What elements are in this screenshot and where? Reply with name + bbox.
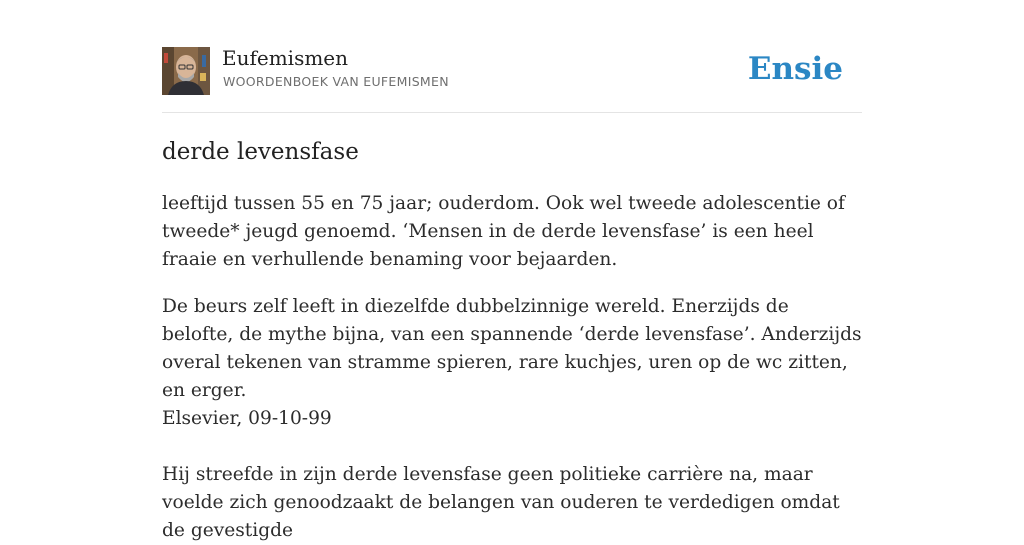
site-subtitle: WOORDENBOEK VAN EUFEMISMEN [223, 74, 449, 89]
ensie-logo[interactable]: Ensie [747, 51, 843, 87]
entry-quote-2: Hij streefde in zijn derde levensfase geen politieke carrière na, maar voelde zich genoodzaakt de belangen van ouderen te verdedigen omdat de gevestigde [162, 464, 840, 541]
site-header [162, 0, 862, 113]
entry-source: Elsevier, 09-10-99 [162, 408, 332, 429]
entry-title: derde levensfase [162, 139, 359, 165]
entry-definition: leeftijd tussen 55 en 75 jaar; ouderdom. Ook wel tweede adolescentie of tweede* jeugd genoemd. ‘Mensen in de derde levensfase’ is een heel fraaie en verhullende benaming voor bejaarden. [162, 193, 845, 270]
entry-quote: De beurs zelf leeft in diezelfde dubbelzinnige wereld. Enerzijds de belofte, de mythe bijna, van een spannende ‘derde levensfase’. Anderzijds overal tekenen van stramme spieren, rare kuchjes, uren op de wc zitten, en erger. [162, 296, 862, 401]
site-title[interactable]: Eufemismen [222, 46, 349, 70]
person-portrait-icon [162, 47, 210, 95]
avatar[interactable] [162, 47, 210, 95]
content-container [162, 0, 862, 541]
